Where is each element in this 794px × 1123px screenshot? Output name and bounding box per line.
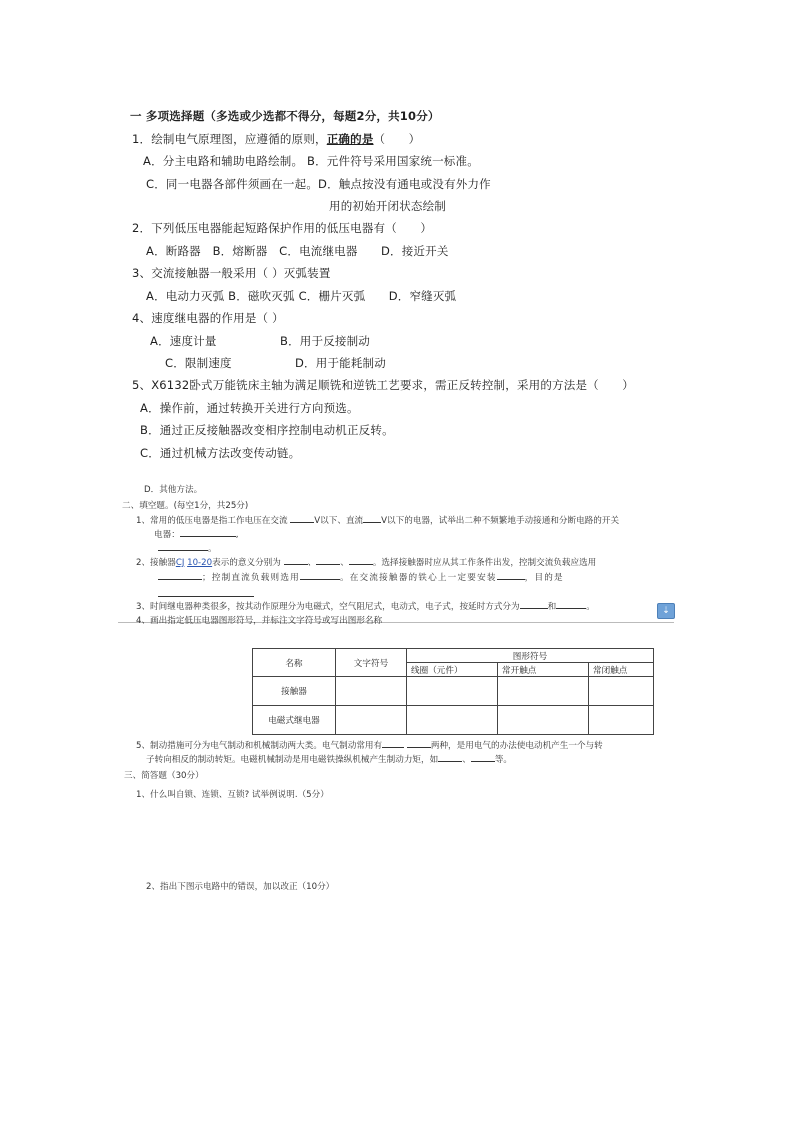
q1-suffix: （ ） (373, 132, 421, 146)
table-cell (589, 706, 654, 735)
header-graphic-symbol: 图形符号 (407, 649, 654, 663)
fill-blank (407, 739, 431, 748)
q1-stem (132, 131, 420, 147)
fill-q1-text-a: 1、常用的低压电器是指工作电压在交流 (136, 516, 288, 526)
q3-options: A．电动力灭弧 B．磁吹灭弧 C．栅片灭弧 D．窄缝灭弧 (146, 289, 457, 303)
table-cell (498, 706, 589, 735)
fill-blank (316, 556, 340, 565)
fill-q2-line2 (158, 571, 564, 583)
q1-options-d-cont: 用的初始开闭状态绘制 (329, 199, 446, 213)
fill-q5-text-b: 两种，是用电气的办法使电动机产生一个与转 (430, 741, 603, 751)
q1-emphasis: 正确的是 (326, 132, 374, 146)
q5-stem: 5、X6132卧式万能铣床主轴为满足顺铣和逆铣工艺要求，需正反转控制，采用的方法是（ ） (132, 378, 634, 392)
fill-q1-line3-end: 。 (208, 544, 217, 554)
fill-q5-line2-a: 子转向相反的制动转矩。电磁机械制动是用电磁铁操纵机械产生制动力矩，如 (146, 755, 439, 765)
fill-blank (158, 542, 208, 551)
fill-q5-line1 (136, 739, 603, 751)
fill-q1-text-c: V以下的电器，试举出二种不频繁地手动接通和分断电路的开关 (381, 516, 620, 526)
fill-q3 (136, 600, 595, 612)
fill-blank (349, 556, 373, 565)
table-cell (407, 677, 498, 706)
q4-option-a: A．速度计量 (150, 334, 217, 348)
table-cell (407, 706, 498, 735)
table-row (253, 677, 654, 706)
fill-q1-line2: 电器： , (154, 530, 239, 540)
q2-stem: 2．下列低压电器能起短路保护作用的低压电器有（ ） (132, 221, 433, 235)
fill-blank (180, 528, 236, 537)
fill-blank (556, 600, 586, 609)
header-name: 名称 (253, 649, 336, 677)
fill-blank (284, 556, 308, 565)
table-cell (336, 706, 407, 735)
fill-q5-line2-b: 等。 (494, 755, 513, 765)
q4-stem: 4、速度继电器的作用是（ ） (132, 311, 284, 325)
fill-q2-text-a: 2、接触器 (136, 558, 176, 568)
fill-q3-text-a: 3、时间继电器种类很多，按其动作原理分为电磁式，空气阻尼式，电动式，电子式，按延时方式分为 (136, 602, 520, 612)
symbol-table (252, 648, 654, 735)
fill-q2-code2: 10-20 (187, 558, 213, 568)
q2-options: A．断路器 B．熔断器 C．电流继电器 D．接近开关 (146, 244, 449, 258)
q1-options-ab: A．分主电路和辅助电路绘制。 B．元件符号采用国家统一标准。 (143, 154, 479, 168)
q3-stem: 3、交流接触器一般采用（ ）灭弧装置 (132, 266, 331, 280)
fill-q1-line2-label: 电器： (154, 530, 180, 540)
fill-q2-text-b: 表示的意义分别为 (212, 558, 281, 568)
section1-title: 一 多项选择题（多选或少选都不得分，每题2分，共10分） (130, 109, 440, 123)
table-cell (589, 677, 654, 706)
fill-q2-line2-b: 。在交流接触器的铁心上一定要安装 (339, 573, 497, 583)
fill-q4: 4、画出指定低压电器图形符号，并标注文字符号或写出图形名称 (136, 616, 383, 626)
fill-blank (300, 571, 340, 580)
fill-q1-line1 (136, 514, 619, 526)
section3-title: 三、简答题（30分） (124, 771, 204, 781)
fill-blank (158, 571, 202, 580)
header-text-symbol: 文字符号 (336, 649, 407, 677)
q1-options-cd: C．同一电器各部件须画在一起。D．触点按没有通电或没有外力作 (146, 177, 491, 191)
q4-option-b: B．用于反接制动 (280, 334, 370, 348)
section2-title: 二、填空题。(每空1分，共25分) (122, 501, 249, 511)
fill-q1-line3 (158, 542, 217, 554)
table-row (253, 706, 654, 735)
fill-blank (290, 514, 314, 523)
fill-q2-line1: 2、接触器CJ 10-20表示的意义分别为 、 、 。选择接触器时应从其工作条件出发，控制交流负载应选用 (136, 558, 597, 568)
subheader-no-contact: 常开触点 (498, 663, 589, 677)
fill-q5-line2: 子转向相反的制动转矩。电磁机械制动是用电磁铁操纵机械产生制动力矩，如 、 等。 (146, 755, 513, 765)
row-name-relay: 电磁式继电器 (253, 706, 336, 735)
essay-q1: 1、什么叫自锁、连锁、互锁? 试举例说明.（5分） (136, 790, 329, 800)
q5-option-c: C．通过机械方法改变传动链。 (140, 446, 301, 460)
subheader-nc-contact: 常闭触点 (589, 663, 654, 677)
q5-option-a: A．操作前，通过转换开关进行方向预选。 (140, 401, 359, 415)
fill-q2-code1: CJ (175, 558, 185, 568)
fill-blank (438, 753, 462, 762)
fill-q2-blank-line3 (158, 596, 254, 597)
q1-prefix: 1．绘制电气原理图，应遵循的原则， (132, 132, 327, 146)
fill-blank (497, 571, 525, 580)
fill-q3-end: 。 (586, 602, 595, 612)
fill-q2-text-c: 。选择接触器时应从其工作条件出发，控制交流负载应选用 (372, 558, 597, 568)
fill-q1-text-b: V以下、直流 (314, 516, 364, 526)
q5-option-b: B．通过正反接触器改变相序控制电动机正反转。 (140, 423, 394, 437)
fill-q2-line2-a: ；控制直流负载则选用 (202, 573, 300, 583)
fill-q3-and: 和 (547, 602, 557, 612)
fill-q5-text-a: 5、制动措施可分为电气制动和机械制动两大类。电气制动常用有 (136, 741, 383, 751)
subheader-coil: 线圈（元件） (407, 663, 498, 677)
q4-option-d: D．用于能耗制动 (295, 356, 386, 370)
table-cell (498, 677, 589, 706)
q4-option-c: C．限制速度 (165, 356, 232, 370)
table-cell (336, 677, 407, 706)
scroll-down-icon[interactable]: ⇣ (657, 603, 675, 619)
fill-blank (363, 514, 381, 523)
fill-blank (520, 600, 548, 609)
fill-blank (382, 739, 404, 748)
row-name-contactor: 接触器 (253, 677, 336, 706)
essay-q2: 2、指出下图示电路中的错误，加以改正（10分） (146, 882, 335, 892)
fill-blank (471, 753, 495, 762)
fill-q2-line2-c: ，目的是 (524, 573, 564, 583)
q5-option-d: D．其他方法。 (144, 485, 203, 495)
